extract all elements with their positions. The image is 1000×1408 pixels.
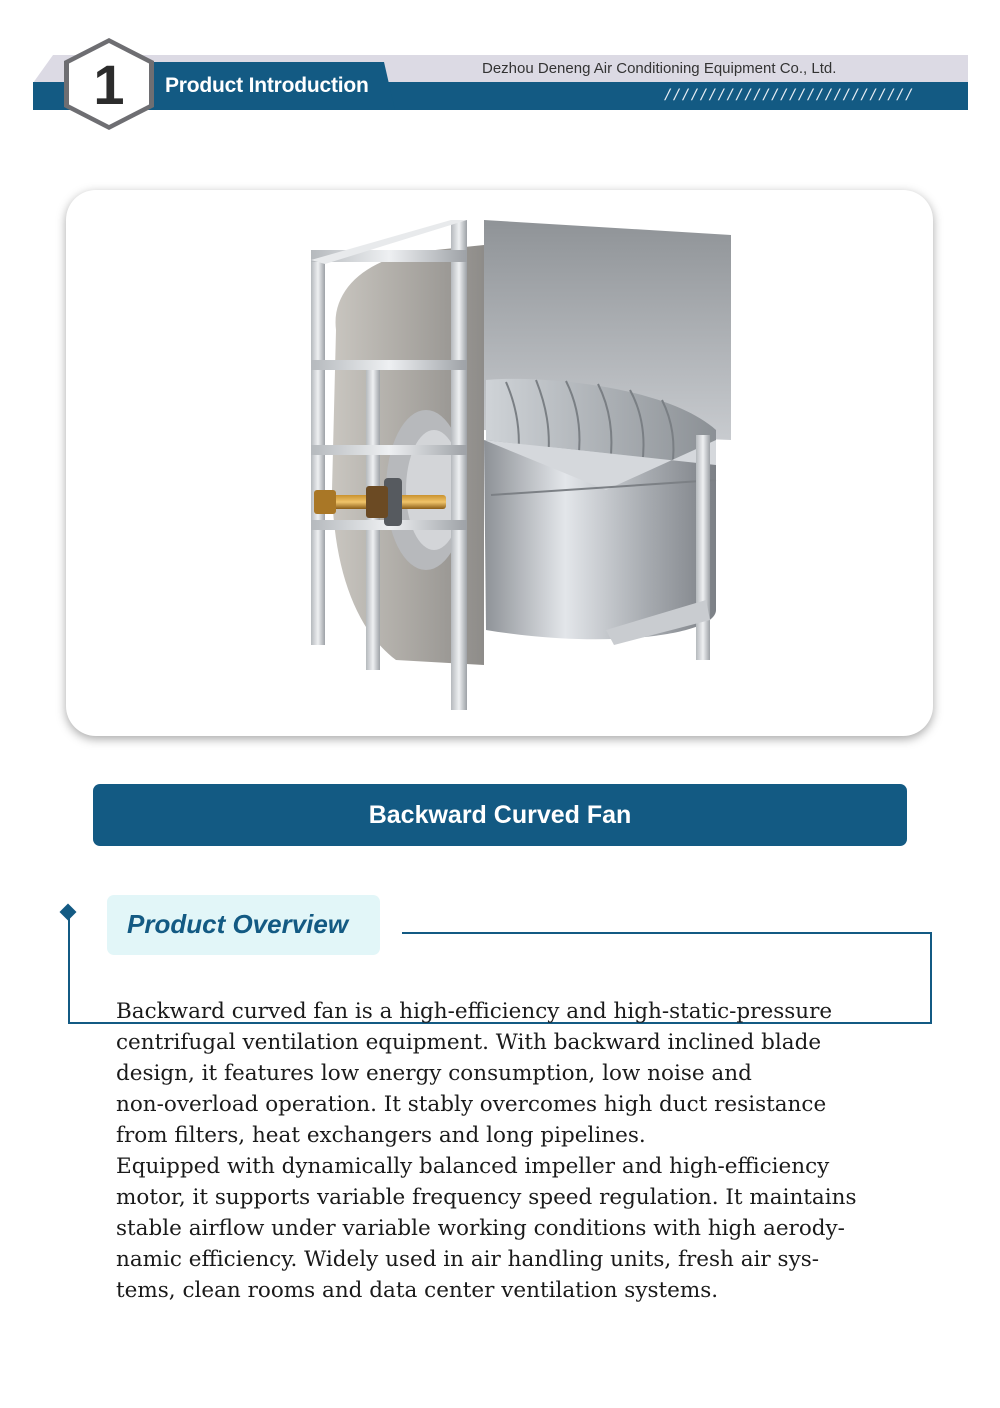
product-title-bar bbox=[93, 784, 907, 846]
product-title: Backward Curved Fan bbox=[368, 800, 632, 829]
overview-frame-right bbox=[930, 932, 932, 1024]
overview-frame-top bbox=[402, 932, 932, 934]
overview-body bbox=[116, 996, 906, 1306]
overview-heading: Product Overview bbox=[127, 909, 349, 939]
section-label: Product Introduction bbox=[165, 74, 369, 97]
section-number: 1 bbox=[93, 52, 125, 116]
slash-decoration: //////////////////////////// bbox=[664, 87, 915, 103]
overview-frame-left bbox=[68, 916, 70, 1024]
page-header bbox=[0, 0, 1000, 150]
overview-paragraph-2: Equipped with dynamically balanced impeller and high-efficiency motor, it supports variable frequency speed regulation. It maintains stable airflow under variable working conditions with high aerody- namic efficiency. Widely used in air handling units, fresh air sys- tems, clean rooms and data center ventilation systems. bbox=[116, 1154, 857, 1303]
overview-paragraph-1: Backward curved fan is a high-efficiency and high-static-pressure centrifugal ventilation equipment. With backward inclined blade design, it features low energy consumption, low noise and non-overload operation. It stably overcomes high duct resistance from filters, heat exchangers and long pipelines. bbox=[116, 999, 833, 1148]
diamond-bullet-icon bbox=[60, 904, 77, 921]
product-image-card bbox=[66, 190, 933, 736]
backward-curved-fan-photo bbox=[66, 190, 933, 736]
company-name: Dezhou Deneng Air Conditioning Equipment Co., Ltd. bbox=[482, 60, 837, 77]
